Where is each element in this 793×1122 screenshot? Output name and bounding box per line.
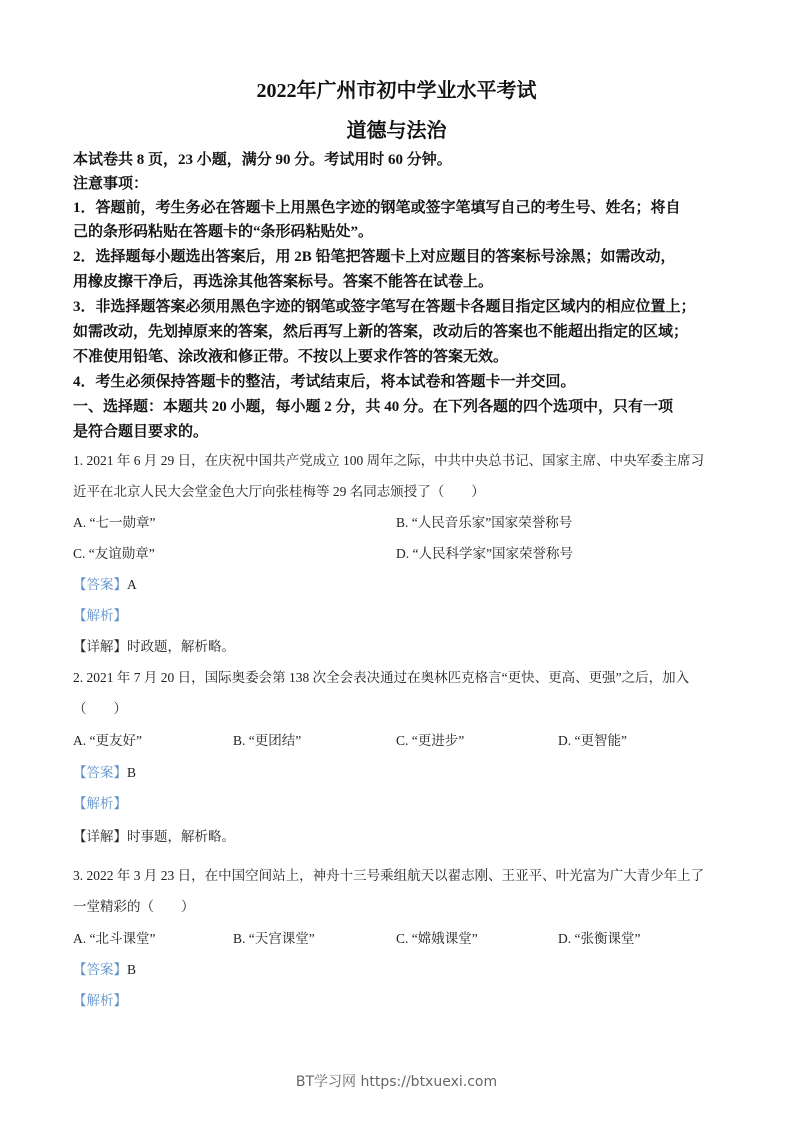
section-heading: 一、选择题：本题共 20 小题，每小题 2 分，共 40 分。在下列各题的四个选项中，只有一项 (73, 399, 674, 415)
question-stem: 1. 2021 年 6 月 29 日，在庆祝中国共产党成立 100 周年之际，中共中央总书记、国家主席、中央军委主席习 (73, 453, 705, 468)
option-a: A. “七一勋章” (73, 515, 156, 530)
option-b: B. “更团结” (233, 733, 302, 748)
detail-text: 时政题，解析略。 (127, 639, 235, 654)
notice-line: 2．选择题每小题选出答案后，用 2B 铅笔把答题卡上对应题目的答案标号涂黑；如需改动， (73, 249, 676, 265)
notice-line: 4．考生必须保持答题卡的整洁，考试结束后，将本试卷和答题卡一并交回。 (73, 374, 576, 390)
notice-line: 己的条形码粘贴在答题卡的“条形码粘贴处”。 (73, 224, 374, 240)
answer-label: 【答案】 (73, 765, 127, 780)
answer-row (73, 573, 137, 593)
option-d: D. “人民科学家”国家荣誉称号 (396, 546, 573, 561)
answer-label: 【答案】 (73, 962, 127, 977)
option-d: D. “更智能” (558, 733, 627, 748)
analysis-label: 【解析】 (73, 796, 127, 811)
analysis-label: 【解析】 (73, 993, 127, 1008)
option-a: A. “北斗课堂” (73, 931, 156, 946)
question-stem: 一堂精彩的（ ） (73, 899, 195, 914)
section-heading: 是符合题目要求的。 (73, 424, 209, 440)
option-c: C. “友谊勋章” (73, 546, 155, 561)
answer-row (73, 761, 136, 781)
notice-heading: 注意事项： (73, 176, 149, 192)
answer-value: B (127, 765, 137, 780)
detail-label: 【详解】 (73, 829, 127, 844)
notice-line: 1．答题前，考生务必在答题卡上用黑色字迹的钢笔或签字笔填写自己的考生号、姓名；将自 (73, 200, 681, 216)
question-stem: （ ） (73, 701, 127, 716)
option-c: C. “嫦娥课堂” (396, 931, 478, 946)
question-stem: 3. 2022 年 3 月 23 日，在中国空间站上，神舟十三号乘组航天以翟志刚、王亚平、叶光富为广大青少年上了 (73, 868, 705, 883)
question-stem: 近平在北京人民大会堂金色大厅向张桂梅等 29 名同志颁授了（ ） (73, 484, 485, 499)
option-a: A. “更友好” (73, 733, 142, 748)
answer-row (73, 958, 136, 978)
notice-line: 不准使用铅笔、涂改液和修正带。不按以上要求作答的答案无效。 (73, 349, 509, 365)
option-c: C. “更进步” (396, 733, 465, 748)
answer-value: B (127, 962, 137, 977)
answer-value: A (127, 577, 137, 592)
subject-title: 道德与法治 (346, 120, 447, 142)
detail-row (73, 825, 235, 845)
option-d: D. “张衡课堂” (558, 931, 641, 946)
question-stem: 2. 2021 年 7 月 20 日，国际奥委会第 138 次全会表决通过在奥林匹克格言“更快、更高、更强”之后，加入 (73, 670, 690, 685)
analysis-label: 【解析】 (73, 608, 127, 623)
detail-label: 【详解】 (73, 639, 127, 654)
exam-title: 2022年广州市初中学业水平考试 (256, 80, 537, 102)
notice-line: 3．非选择题答案必须用黑色字迹的钢笔或签字笔写在答题卡各题目指定区域内的相应位置上； (73, 299, 696, 315)
notice-line: 如需改动，先划掉原来的答案，然后再写上新的答案，改动后的答案也不能超出指定的区域； (73, 324, 689, 340)
option-b: B. “天宫课堂” (233, 931, 315, 946)
notice-line: 用橡皮擦干净后，再选涂其他答案标号。答案不能答在试卷上。 (73, 274, 494, 290)
answer-label: 【答案】 (73, 577, 127, 592)
detail-text: 时事题，解析略。 (127, 829, 235, 844)
exam-summary: 本试卷共 8 页，23 小题，满分 90 分。考试用时 60 分钟。 (73, 152, 452, 168)
option-b: B. “人民音乐家”国家荣誉称号 (396, 515, 573, 530)
detail-row (73, 635, 235, 655)
watermark-footer: BT学习网 https://btxuexi.com (295, 1074, 498, 1090)
